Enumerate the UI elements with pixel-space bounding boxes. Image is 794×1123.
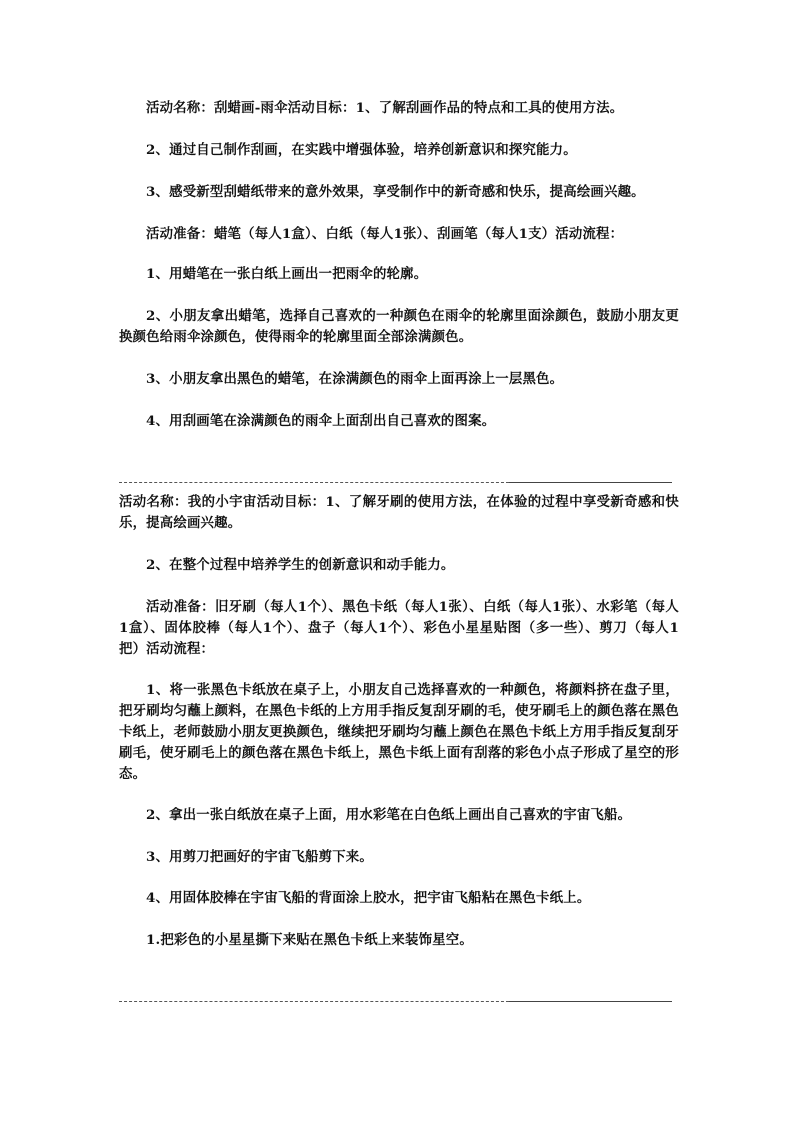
activity1-goal2: 2、通过自己制作刮画，在实践中增强体验，培养创新意识和探究能力。 [146, 142, 577, 158]
activity1-step1: 1、用蜡笔在一张白纸上画出一把雨伞的轮廓。 [146, 266, 428, 282]
activity2-step4: 4、用固体胶棒在宇宙飞船的背面涂上胶水，把宇宙飞船粘在黑色卡纸上。 [146, 890, 591, 906]
activity2-step1: 1、将一张黑色卡纸放在桌子上，小朋友自己选择喜欢的一种颜色，将颜料挤在盘子里，把牙刷均匀蘸上颜料，在黑色卡纸的上方用手指反复刮牙刷的毛，使牙刷毛上的颜色落在黑色卡纸上，老师鼓励小朋友更换颜色，继续把牙刷均匀蘸上颜色在黑色卡纸上方用手指反复刮牙刷毛，使牙刷毛上的颜色落在黑色卡纸上，黑色卡纸上面有刮落的彩色小点子形成了星空的形态。 [119, 682, 679, 782]
section-divider-bottom [119, 1000, 672, 1002]
activity2-step2: 2、拿出一张白纸放在桌子上面，用水彩笔在白色纸上画出自己喜欢的宇宙飞船。 [146, 807, 632, 823]
activity2-step3: 3、用剪刀把画好的宇宙飞船剪下来。 [146, 849, 373, 865]
activity1-step2: 2、小朋友拿出蜡笔，选择自己喜欢的一种颜色在雨伞的轮廓里面涂颜色，鼓励小朋友更换颜色给雨伞涂颜色，使得雨伞的轮廓里面全部涂满颜色。 [119, 308, 679, 345]
activity1-step4: 4、用刮画笔在涂满颜色的雨伞上面刮出自己喜欢的图案。 [146, 413, 496, 429]
activity1-title-and-goal1: 活动名称：刮蜡画-雨伞活动目标：1、了解刮画作品的特点和工具的使用方法。 [146, 100, 624, 116]
activity2-step5: 1.把彩色的小星星撕下来贴在黑色卡纸上来装饰星空。 [146, 932, 473, 948]
activity2-goal2: 2、在整个过程中培养学生的创新意识和动手能力。 [146, 557, 455, 573]
activity1-preparation: 活动准备：蜡笔（每人1盒）、白纸（每人1张）、刮画笔（每人1支）活动流程： [146, 226, 624, 242]
activity1-step3: 3、小朋友拿出黑色的蜡笔，在涂满颜色的雨伞上面再涂上一层黑色。 [146, 371, 564, 387]
activity2-title-and-goal1: 活动名称：我的小宇宙活动目标：1、了解牙刷的使用方法，在体验的过程中享受新奇感和快乐，提高绘画兴趣。 [119, 494, 679, 531]
section-divider [119, 481, 672, 483]
activity2-preparation: 活动准备：旧牙刷（每人1个）、黑色卡纸（每人1张）、白纸（每人1张）、水彩笔（每人1盒）、固体胶棒（每人1个）、盘子（每人1个）、彩色小星星贴图（多一些）、剪刀（每人1把）活动流程： [119, 599, 679, 657]
activity1-goal3: 3、感受新型刮蜡纸带来的意外效果，享受制作中的新奇感和快乐，提高绘画兴趣。 [146, 184, 645, 200]
